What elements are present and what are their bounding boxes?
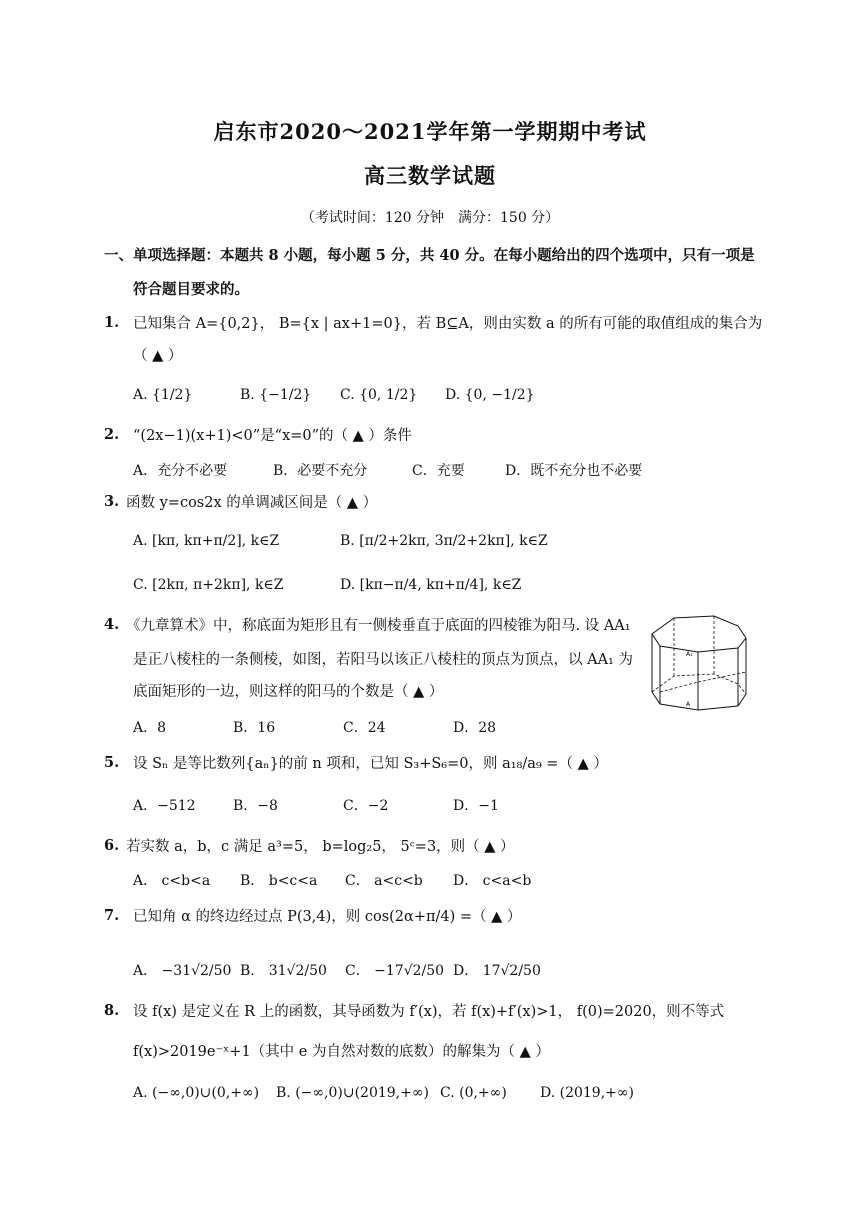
exam-subtitle: 高三数学试题 <box>364 163 496 188</box>
option-a: A. {1/2} <box>133 387 193 403</box>
option-d: D． 17√2/50 <box>453 963 541 979</box>
octagonal-prism-figure <box>646 612 766 712</box>
question-number: 1. <box>104 314 120 331</box>
question-number: 8. <box>104 1002 120 1019</box>
option-d: D. [kπ−π/4, kπ+π/4], k∈Z <box>340 577 522 593</box>
figure-label-a1: A₁ <box>686 651 693 658</box>
question-number: 5. <box>104 754 120 771</box>
option-c: C．充要 <box>412 463 465 479</box>
option-a: A． −31√2/50 <box>133 963 232 979</box>
option-a: A. (−∞,0)∪(0,+∞) <box>133 1085 260 1101</box>
question-stem-cont: 底面矩形的一边，则这样的阳马的个数是（ ▲ ） <box>133 684 444 700</box>
option-a: A．充分不必要 <box>133 463 228 479</box>
option-a: A．−512 <box>133 798 196 814</box>
question-stem-cont: （ ▲ ） <box>133 348 183 364</box>
option-d: D．−1 <box>453 798 499 814</box>
option-d: D. (2019,+∞) <box>540 1085 635 1101</box>
option-c: C. (0,+∞) <box>440 1085 507 1101</box>
question-stem: “(2x−1)(x+1)<0”是“x=0”的（ ▲ ）条件 <box>133 428 412 444</box>
section-heading: 一、单项选择题：本题共 8 小题，每小题 5 分，共 40 分。在每小题给出的四个选项中，只有一项是 <box>104 247 755 264</box>
option-b: B． b<c<a <box>240 873 318 889</box>
option-c: C．−2 <box>343 798 389 814</box>
question-stem-cont: f(x)>2019e⁻ˣ+1（其中 e 为自然对数的底数）的解集为（ ▲ ） <box>133 1044 550 1060</box>
option-b: B. (−∞,0)∪(2019,+∞) <box>276 1085 429 1101</box>
option-d: D．既不充分也不必要 <box>505 463 643 479</box>
option-d: D． c<a<b <box>453 873 532 889</box>
option-d: D．28 <box>453 720 497 736</box>
question-stem: 已知角 α 的终边经过点 P(3,4)，则 cos(2α+π/4) =（ ▲ ） <box>133 909 522 925</box>
question-stem: 若实数 a，b，c 满足 a³=5， b=log₂5， 5ᶜ=3，则（ ▲ ） <box>126 839 515 855</box>
option-b: B. [π/2+2kπ, 3π/2+2kπ], k∈Z <box>340 533 548 549</box>
option-b: B．16 <box>233 720 276 736</box>
option-a: A．8 <box>133 720 167 736</box>
question-stem: 设 f(x) 是定义在 R 上的函数，其导函数为 f′(x)，若 f(x)+f′(x)>1， f(0)=2020，则不等式 <box>133 1004 725 1020</box>
option-c: C. {0, 1/2} <box>340 387 418 403</box>
question-number: 6. <box>104 837 120 854</box>
option-b: B． 31√2/50 <box>240 963 327 979</box>
option-c: C． a<c<b <box>345 873 423 889</box>
option-b: B．必要不充分 <box>273 463 368 479</box>
option-c: C．24 <box>343 720 386 736</box>
question-stem: 设 Sₙ 是等比数列{aₙ}的前 n 项和，已知 S₃+S₆=0，则 a₁₈/a₉ =（ ▲ ） <box>133 756 608 772</box>
question-stem: 已知集合 A={0,2}， B={x | ax+1=0}，若 B⊆A，则由实数 a 的所有可能的取值组成的集合为 <box>133 316 763 332</box>
option-b: B．−8 <box>233 798 278 814</box>
question-stem: 《九章算术》中，称底面为矩形且有一侧棱垂直于底面的四棱锥为阳马. 设 AA₁ <box>126 618 631 634</box>
figure-label-a: A <box>686 701 691 708</box>
option-d: D. {0, −1/2} <box>445 387 535 403</box>
exam-info: （考试时间：120 分钟 满分：150 分） <box>300 210 560 226</box>
octagonal-prism-diagram <box>646 612 766 712</box>
option-a: A. [kπ, kπ+π/2], k∈Z <box>133 533 280 549</box>
option-b: B. {−1/2} <box>240 387 312 403</box>
question-stem-cont: 是正八棱柱的一条侧棱，如图，若阳马以该正八棱柱的顶点为顶点，以 AA₁ 为 <box>133 652 633 668</box>
section-heading-cont: 符合题目要求的。 <box>133 281 249 298</box>
option-c: C. [2kπ, π+2kπ], k∈Z <box>133 577 284 593</box>
exam-title: 启东市2020～2021学年第一学期期中考试 <box>213 119 647 144</box>
question-number: 3. <box>104 493 120 510</box>
option-c: C． −17√2/50 <box>345 963 445 979</box>
question-number: 4. <box>104 616 120 633</box>
question-number: 2. <box>104 426 120 443</box>
question-number: 7. <box>104 907 120 924</box>
question-stem: 函数 y=cos2x 的单调减区间是（ ▲ ） <box>126 495 378 511</box>
option-a: A． c<b<a <box>133 873 211 889</box>
